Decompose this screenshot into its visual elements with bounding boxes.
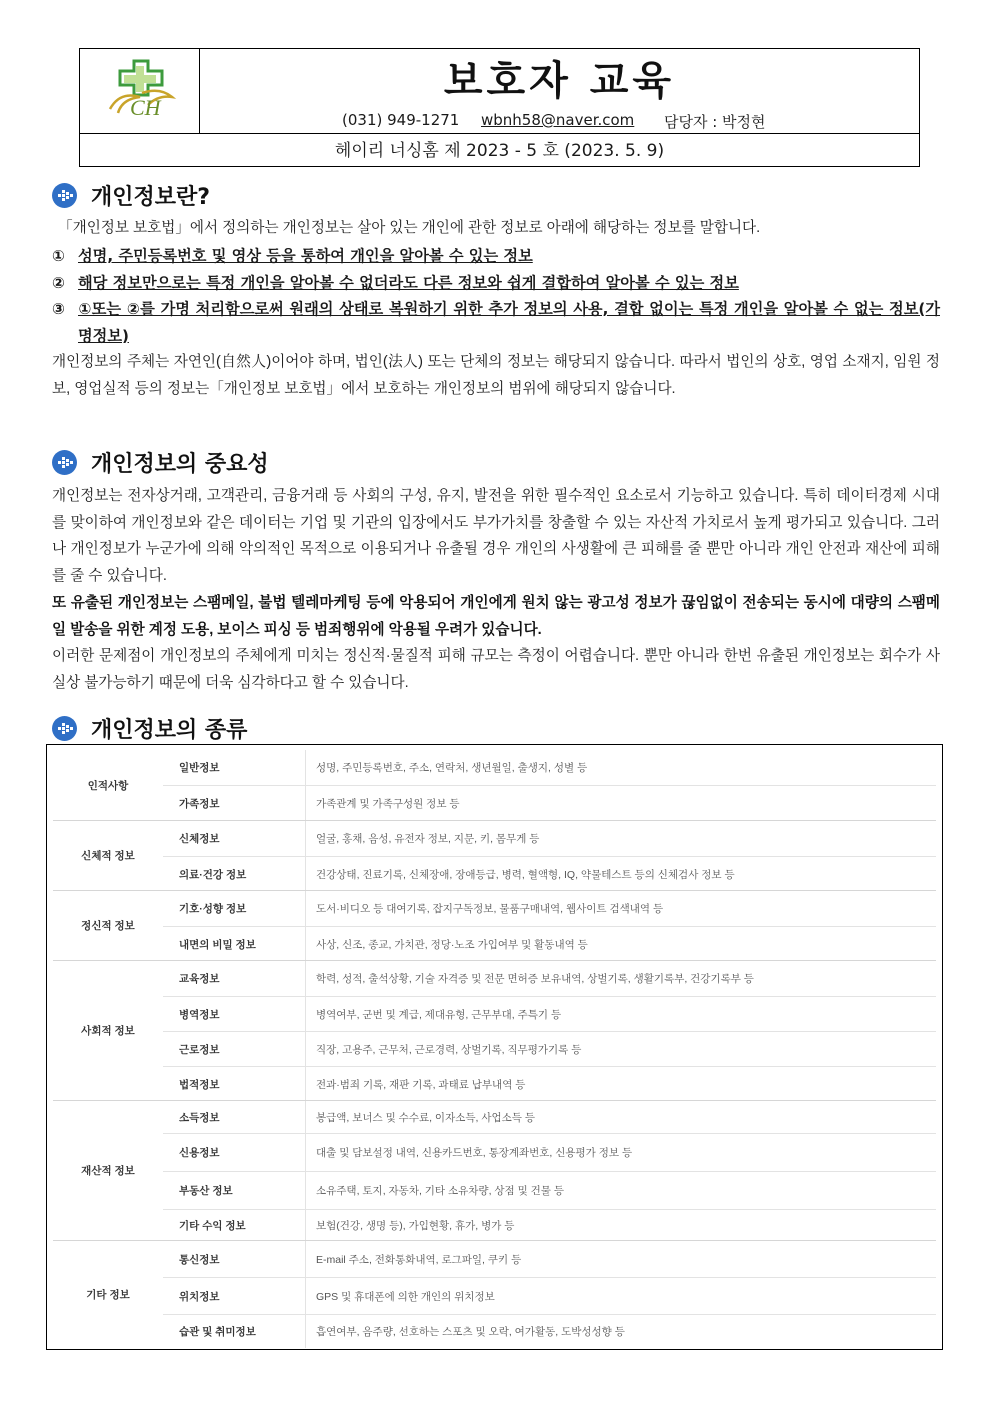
row-name: 교육정보 — [163, 961, 306, 996]
group-name: 사회적 정보 — [81, 1025, 135, 1037]
s1-outro: 개인정보의 주체는 자연인(自然人)이어야 하며, 법인(法人) 또는 단체의 정보는 해당되지 않습니다. 따라서 법인의 상호, 영업 소재지, 임원 정보, 영업실적 등의 정보는「개인정보 보호법」에서 보호하는 개인정보의 범위에 해당되지 않습니다. — [52, 354, 940, 397]
row-desc: 건강상태, 진료기록, 신체장애, 장애등급, 병력, 혈액형, IQ, 약물테스트 등의 신체검사 정보 등 — [316, 868, 735, 881]
page-title: 보호자 교육 — [443, 58, 676, 104]
table-row — [163, 1277, 936, 1314]
table-row — [163, 1133, 936, 1171]
group-name: 신체적 정보 — [81, 850, 135, 862]
table-row — [163, 1171, 936, 1209]
row-desc: 사상, 신조, 종교, 가치관, 정당·노조 가입여부 및 활동내역 등 — [316, 938, 588, 951]
row-name: 습관 및 취미정보 — [163, 1315, 306, 1348]
table-row — [163, 891, 936, 926]
row-desc: 직장, 고용주, 근무처, 근로경력, 상벌기록, 직무평가기록 등 — [316, 1043, 582, 1056]
table-row — [163, 821, 936, 856]
row-desc: E-mail 주소, 전화통화내역, 로그파일, 쿠키 등 — [316, 1253, 522, 1266]
row-desc: 흡연여부, 음주량, 선호하는 스포츠 및 오락, 여가활동, 도박성성향 등 — [316, 1326, 625, 1338]
row-desc: 학력, 성적, 출석상황, 기술 자격증 및 전문 면허증 보유내역, 상벌기록, 생활기록부, 건강기록부 등 — [316, 973, 754, 985]
table-row — [163, 1066, 936, 1101]
row-name: 가족정보 — [163, 786, 306, 820]
row-name: 기호·성향 정보 — [163, 891, 306, 926]
table-group — [53, 1240, 936, 1347]
row-name: 기타 수익 정보 — [163, 1210, 306, 1241]
group-name: 정신적 정보 — [81, 920, 135, 932]
table-group — [53, 750, 936, 820]
row-name: 통신정보 — [163, 1241, 306, 1277]
table-row — [163, 750, 936, 785]
row-desc: 대출 및 담보설정 내역, 신용카드번호, 통장계좌번호, 신용평가 정보 등 — [316, 1147, 633, 1159]
table-row — [163, 961, 936, 996]
table-row — [163, 1241, 936, 1277]
s2-para3: 이러한 문제점이 개인정보의 주체에게 미치는 정신적·물질적 피해 규모는 측정이 어렵습니다. 뿐만 아니라 한번 유출된 개인정보는 회수가 사실상 불가능하기 때문에 더욱 심각하다고 할 수 있습니다. — [52, 648, 940, 691]
logo — [80, 49, 200, 134]
svg-text:CH: CH — [130, 95, 161, 120]
row-name: 소득정보 — [163, 1101, 306, 1133]
dots-bullet-icon — [52, 716, 77, 741]
row-name: 신체정보 — [163, 821, 306, 856]
info-types-table — [46, 744, 943, 1350]
row-desc: 가족관계 및 가족구성원 정보 등 — [316, 797, 460, 810]
group-name: 기타 정보 — [86, 1288, 130, 1301]
s2-para1: 개인정보는 전자상거래, 고객관리, 금융거래 등 사회의 구성, 유지, 발전을 위한 필수적인 요소로서 기능하고 있습니다. 특히 데이터경제 시대를 맞이하여 개인정보와 같은 데이터는 기업 및 기관의 입장에서도 부가가치를 창출할 수 있는 자산적 가치로서 높게 평가되고 있습니다. 그러나 개인정보가 누군가에 의해 악의적인 목적으로 이용되거나 유출될 경우 개인의 사생활에 큰 피해를 줄 뿐만 아니라 개인 안전과 재산에 피해를 줄 수 있습니다. — [52, 488, 940, 584]
row-name: 근로정보 — [163, 1032, 306, 1066]
row-name: 내면의 비밀 정보 — [163, 927, 306, 961]
cross-logo-icon — [80, 49, 200, 134]
row-name: 부동산 정보 — [163, 1172, 306, 1209]
table-row — [163, 1209, 936, 1241]
s2-para2: 또 유출된 개인정보는 스팸메일, 불법 텔레마케팅 등에 악용되어 개인에게 원치 않는 광고성 정보가 끊임없이 전송되는 동시에 대량의 스팸메일 발송을 위한 계정 도용, 보이스 피싱 등 범죄행위에 악용될 우려가 있습니다. — [52, 595, 940, 638]
row-desc: 병역여부, 군번 및 계급, 제대유형, 근무부대, 주특기 등 — [316, 1008, 562, 1021]
row-name: 신용정보 — [163, 1134, 306, 1171]
table-row — [163, 856, 936, 891]
list-item: ③ ①또는 ②를 가명 처리함으로써 원래의 상태로 복원하기 위한 추가 정보의 사용, 결합 없이는 특정 개인을 알아볼 수 없는 정보(가명정보) — [52, 300, 940, 345]
manager-name: 담당자 : 박정현 — [664, 113, 766, 131]
row-desc: 소유주택, 토지, 자동차, 기타 소유차량, 상점 및 건물 등 — [316, 1185, 565, 1197]
row-desc: 성명, 주민등록번호, 주소, 연락처, 생년월일, 출생지, 성별 등 — [316, 762, 588, 774]
row-desc: 도서·비디오 등 대여기록, 잡지구독정보, 물품구매내역, 웹사이트 검색내역 등 — [316, 903, 664, 915]
table-group — [53, 960, 936, 1100]
row-name: 위치정보 — [163, 1278, 306, 1314]
row-desc: GPS 및 휴대폰에 의한 개인의 위치정보 — [316, 1290, 495, 1303]
row-name: 병역정보 — [163, 997, 306, 1031]
s1-intro: 「개인정보 보호법」에서 정의하는 개인정보는 살아 있는 개인에 관한 정보로 아래에 해당하는 정보를 말합니다. — [58, 220, 761, 236]
newsletter-header — [79, 48, 920, 167]
group-name: 인적사항 — [87, 779, 129, 792]
table-group — [53, 1100, 936, 1240]
table-row — [163, 1101, 936, 1133]
section-title: 개인정보의 종류 — [91, 718, 248, 743]
title-cell — [200, 49, 919, 134]
table-group — [53, 820, 936, 890]
dots-bullet-icon — [52, 183, 77, 208]
dots-bullet-icon — [52, 450, 77, 475]
row-name: 일반정보 — [163, 750, 306, 785]
row-desc: 전과·범죄 기록, 재판 기록, 과태료 납부내역 등 — [316, 1078, 526, 1091]
list-item: ① 성명, 주민등록번호 및 영상 등을 통하여 개인을 알아볼 수 있는 정보 — [52, 247, 533, 265]
table-row — [163, 785, 936, 820]
table-group — [53, 890, 936, 960]
section-heading-importance — [52, 447, 269, 478]
phone-number: (031) 949-1271 — [342, 111, 460, 129]
group-name: 재산적 정보 — [81, 1165, 135, 1177]
row-desc: 보험(건강, 생명 등), 가입현황, 휴가, 병가 등 — [316, 1220, 515, 1232]
table-row — [163, 996, 936, 1031]
table-row — [163, 1314, 936, 1348]
section-title: 개인정보란? — [91, 185, 211, 210]
table-row — [163, 1031, 936, 1066]
section-heading-what-is — [52, 180, 210, 211]
row-desc: 봉급액, 보너스 및 수수료, 이자소득, 사업소득 등 — [316, 1111, 535, 1124]
row-desc: 얼굴, 홍채, 음성, 유전자 정보, 지문, 키, 몸무게 등 — [316, 833, 540, 845]
list-item: ② 해당 정보만으로는 특정 개인을 알아볼 수 없더라도 다른 정보와 쉽게 결합하여 알아볼 수 있는 정보 — [52, 274, 739, 292]
table-row — [163, 926, 936, 961]
email-link[interactable]: wbnh58@naver.com — [481, 111, 635, 129]
section-title: 개인정보의 중요성 — [91, 452, 269, 477]
section-heading-types — [52, 713, 247, 744]
issue-line: 헤이리 너싱홈 제 2023 - 5 호 (2023. 5. 9) — [334, 141, 665, 161]
row-name: 법적정보 — [163, 1067, 306, 1101]
row-name: 의료·건강 정보 — [163, 857, 306, 891]
